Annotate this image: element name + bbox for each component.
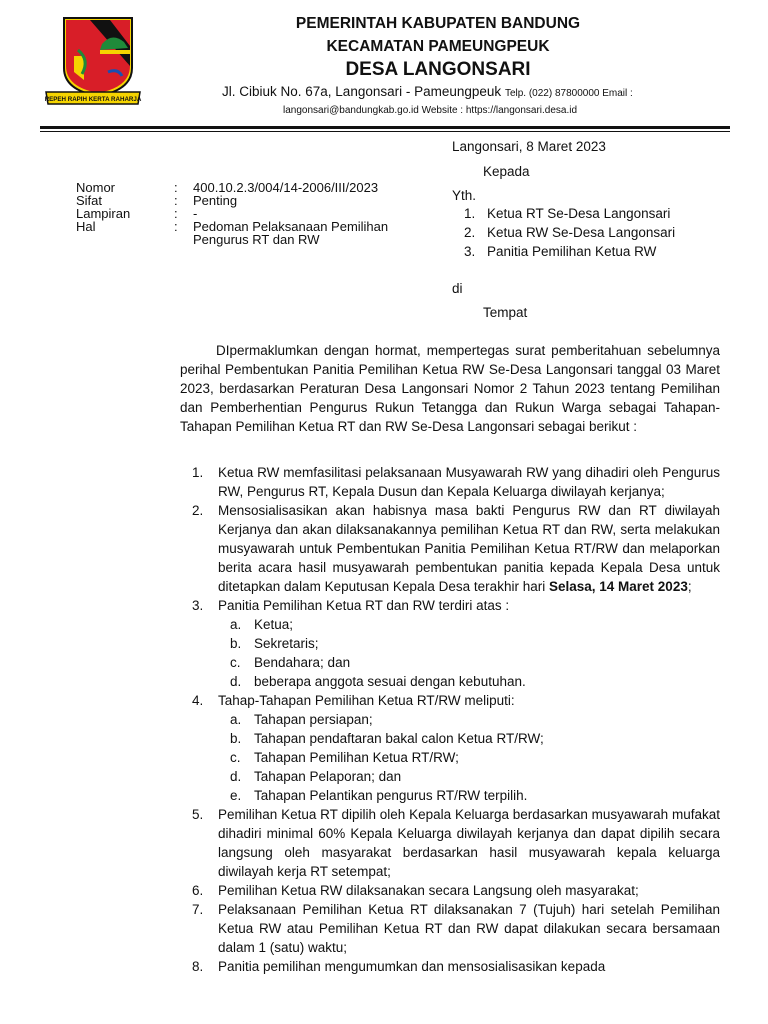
item-text: Pelaksanaan Pemilihan Ketua RT dilaksanakan 7 (Tujuh) hari setelah Pemilihan Ketua RW atau Pemilihan Ketua RT dan RW dapat dilakukan secara bersamaan dalam 1 (satu) waktu; xyxy=(218,902,720,955)
hal-value-line1: Pedoman Pelaksanaan Pemilihan xyxy=(193,219,389,234)
item-number: 8. xyxy=(192,959,204,974)
colon: : xyxy=(174,180,178,195)
recipient-number: 1. xyxy=(464,206,476,221)
sub-item xyxy=(218,653,720,672)
list-item xyxy=(180,881,720,900)
sub-letter: c. xyxy=(230,750,241,765)
sub-text: Tahapan Pemilihan Ketua RT/RW; xyxy=(254,750,459,765)
sub-text: Bendahara; dan xyxy=(254,655,351,670)
colon: : xyxy=(174,206,178,221)
letterhead-government: PEMERINTAH KABUPATEN BANDUNG xyxy=(295,15,581,32)
stages-list xyxy=(180,463,720,976)
item-text: Panitia pemilihan mengumumkan dan mensosialisasikan kepada xyxy=(218,959,606,974)
list-item xyxy=(180,957,720,976)
tempat-label: Tempat xyxy=(483,305,528,320)
item-number: 2. xyxy=(192,503,204,518)
yth-label: Yth. xyxy=(452,188,477,203)
list-item xyxy=(180,463,720,501)
recipient-item xyxy=(464,206,671,221)
item-number: 6. xyxy=(192,883,204,898)
sub-letter: d. xyxy=(230,769,242,784)
sub-text: beberapa anggota sesuai dengan kebutuhan. xyxy=(254,674,526,689)
sub-item xyxy=(218,672,720,691)
item-text: Pemilihan Ketua RT dipilih oleh Kepala Keluarga berdasarkan musyawarah mufakat dihadiri minimal 60% Kepala Keluarga diwilayah kerjanya dan dapat dipilih secara langsung oleh masyarakat berdasarkan hasil musyawarah kepala keluarga diwilayah kerja RT setempat; xyxy=(218,807,720,879)
sub-item xyxy=(218,710,720,729)
recipient-text: Panitia Pemilihan Ketua RW xyxy=(487,244,657,259)
colon: : xyxy=(174,219,178,234)
sub-text: Sekretaris; xyxy=(254,636,319,651)
recipient-text: Ketua RT Se-Desa Langonsari xyxy=(487,206,671,221)
logo-motto: REPEH RAPIH KERTA RAHARJA xyxy=(44,96,142,103)
sub-text: Tahapan pendaftaran bakal calon Ketua RT/RW; xyxy=(254,731,544,746)
sub-letter: c. xyxy=(230,655,241,670)
sub-letter: b. xyxy=(230,636,242,651)
sub-letter: d. xyxy=(230,674,242,689)
letterhead-email-website: langonsari@bandungkab.go.id Website : https://langonsari.desa.id xyxy=(283,105,578,116)
sub-letter: e. xyxy=(230,788,242,803)
phone-text: Telp. (022) 87800000 Email : xyxy=(504,88,633,99)
letterhead-district: KECAMATAN PAMEUNGPEUK xyxy=(326,38,550,55)
kepada-label: Kepada xyxy=(483,164,530,179)
sub-text: Tahapan Pelantikan pengurus RT/RW terpilih. xyxy=(254,788,528,803)
lampiran-label: Lampiran xyxy=(76,206,131,221)
letterhead-address xyxy=(222,84,633,99)
sub-item xyxy=(218,767,720,786)
di-label: di xyxy=(452,281,463,296)
item-text: Panitia Pemilihan Ketua RT dan RW terdiri atas : xyxy=(218,598,510,613)
nomor-label: Nomor xyxy=(76,180,116,195)
sub-text: Tahapan persiapan; xyxy=(254,712,373,727)
list-item xyxy=(180,596,720,691)
hal-value-line2: Pengurus RT dan RW xyxy=(193,232,320,247)
item-text: Pemilihan Ketua RW dilaksanakan secara Langsung oleh masyarakat; xyxy=(218,883,639,898)
sub-text: Ketua; xyxy=(254,617,294,632)
item-number: 7. xyxy=(192,902,204,917)
item-text: Ketua RW memfasilitasi pelaksanaan Musyawarah RW yang dihadiri oleh Pengurus RW, Pengurus RT, Kepala Dusun dan Kepala Keluarga diwilayah kerjanya; xyxy=(218,465,720,499)
recipient-text: Ketua RW Se-Desa Langonsari xyxy=(487,225,676,240)
lampiran-value: - xyxy=(193,206,198,221)
item-deadline-bold: Selasa, 14 Maret 2023 xyxy=(548,579,688,594)
recipient-item xyxy=(464,244,657,259)
item-number: 4. xyxy=(192,693,204,708)
intro-paragraph: DIpermaklumkan dengan hormat, mempertegas surat pemberitahuan sebelumnya perihal Pembentukan Panitia Pemilihan Ketua RW Se-Desa Langonsari tanggal 03 Maret 2023, berdasarkan Peraturan Desa Langonsari Nomor 2 Tahun 2023 tentang Pemilihan dan Pemberhentian Pengurus Rukun Tetangga dan Rukun Warga sebagai Tahapan-Tahapan Pemilihan Ketua RT dan RW Se-Desa Langonsari sebagai berikut : xyxy=(180,343,720,434)
sub-item xyxy=(218,786,720,805)
list-item xyxy=(180,501,720,596)
sub-item xyxy=(218,634,720,653)
recipient-number: 3. xyxy=(464,244,476,259)
sub-item xyxy=(218,748,720,767)
colon: : xyxy=(174,193,178,208)
item-text: Tahap-Tahapan Pemilihan Ketua RT/RW meliputi: xyxy=(218,693,515,708)
recipient-number: 2. xyxy=(464,225,476,240)
hal-label: Hal xyxy=(76,219,96,234)
bandung-regency-logo xyxy=(38,10,148,110)
item-number: 1. xyxy=(192,465,204,480)
letter-date: Langonsari, 8 Maret 2023 xyxy=(452,139,606,154)
sifat-label: Sifat xyxy=(76,193,103,208)
sub-item xyxy=(218,615,720,634)
list-item xyxy=(180,691,720,805)
sub-letter: a. xyxy=(230,617,242,632)
item-text-end: ; xyxy=(687,579,692,594)
sifat-value: Penting xyxy=(193,193,238,208)
item-number: 3. xyxy=(192,598,204,613)
sub-text: Tahapan Pelaporan; dan xyxy=(254,769,402,784)
nomor-value: 400.10.2.3/004/14-2006/III/2023 xyxy=(193,180,379,195)
item-text: Mensosialisasikan akan habisnya masa bakti Pengurus RW dan RT diwilayah Kerjanya dan akan dilaksanakannya pemilihan Ketua RT dan RW, serta melakukan musyawarah untuk Pembentukan Panitia Pemilihan Ketua RT/RW dan melaporkan berita acara hasil musyawarah pembentukan panitia kepada Kepala Desa untuk ditetapkan dalam Keputusan Kepala Desa terakhir hari xyxy=(218,503,720,594)
letterhead-village: DESA LANGONSARI xyxy=(345,59,531,80)
sub-letter: b. xyxy=(230,731,242,746)
sub-item xyxy=(218,729,720,748)
sub-letter: a. xyxy=(230,712,242,727)
item-number: 5. xyxy=(192,807,204,822)
letterhead-rule-thin xyxy=(40,131,730,132)
list-item xyxy=(180,805,720,881)
recipient-item xyxy=(464,225,676,240)
list-item xyxy=(180,900,720,957)
address-text: Jl. Cibiuk No. 67a, Langonsari - Pameungpeuk xyxy=(222,84,502,99)
letterhead-rule-thick xyxy=(40,126,730,129)
